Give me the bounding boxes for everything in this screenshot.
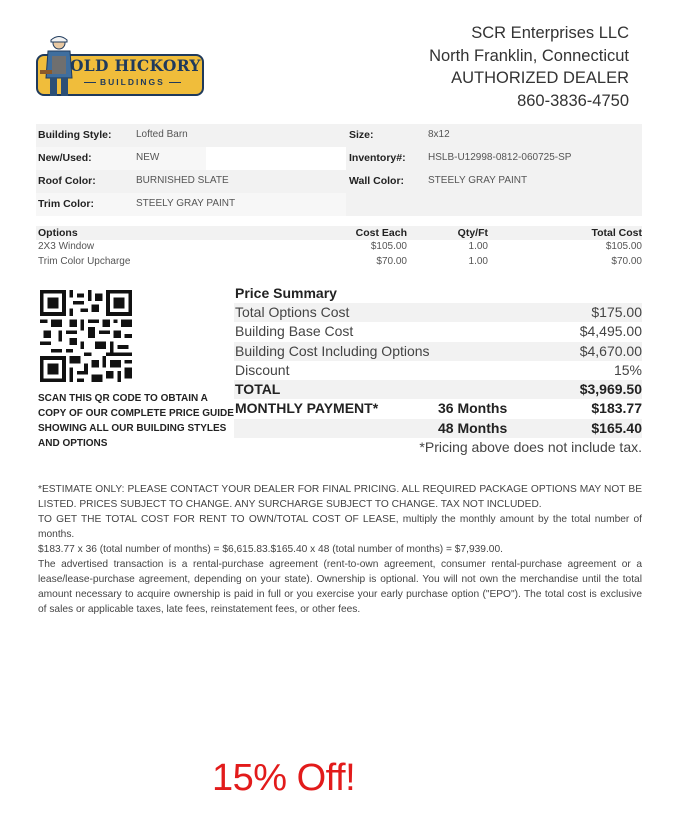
roof-color-value: BURNISHED SLATE bbox=[136, 175, 229, 186]
new-used-value: NEW bbox=[136, 152, 160, 163]
logo-title: OLD HICKORY bbox=[70, 56, 201, 75]
total-value: $3,969.50 bbox=[579, 381, 642, 398]
disclaimer-total-cost: TO GET THE TOTAL COST FOR RENT TO OWN/TOTAL COST OF LEASE, multiply the monthly amount by the total number of months. bbox=[38, 514, 642, 540]
inventory-label: Inventory#: bbox=[349, 152, 406, 164]
dealer-status: AUTHORIZED DEALER bbox=[451, 69, 629, 87]
spec-row bbox=[36, 193, 642, 216]
term-48-label: 48 Months bbox=[438, 419, 508, 436]
dealer-name: SCR Enterprises LLC bbox=[471, 24, 629, 42]
promo-text: 15% Off! bbox=[212, 757, 356, 799]
payment-36-value: $183.77 bbox=[591, 400, 642, 417]
price-row bbox=[234, 342, 642, 361]
monthly-payment-label: MONTHLY PAYMENT* bbox=[235, 400, 379, 417]
logo-subtitle bbox=[84, 77, 202, 87]
option-qty: 1.00 bbox=[468, 241, 488, 252]
price-summary-title: Price Summary bbox=[235, 285, 337, 301]
dealer-info bbox=[429, 22, 629, 112]
new-used-label: New/Used: bbox=[38, 152, 92, 164]
old-hickory-logo bbox=[36, 34, 206, 98]
option-row bbox=[36, 255, 642, 270]
building-spec-table bbox=[36, 124, 642, 216]
tax-note: *Pricing above does not include tax. bbox=[419, 439, 642, 456]
option-name: 2X3 Window bbox=[38, 241, 95, 252]
payment-48-value: $165.40 bbox=[591, 419, 642, 436]
size-label: Size: bbox=[349, 129, 374, 141]
cost-incl-options-value: $4,670.00 bbox=[579, 342, 642, 359]
option-cost-each: $70.00 bbox=[376, 256, 407, 267]
price-row bbox=[234, 380, 642, 399]
options-header: Options bbox=[38, 227, 78, 239]
building-style-value: Lofted Barn bbox=[136, 129, 188, 140]
options-table bbox=[36, 226, 642, 270]
disclaimer-rental-purchase: The advertised transaction is a rental-purchase agreement (rent-to-own agreement, consumer rental-purchase agreement or a lease/lease-purchase agreement, depending on your state). Ownership is optional. You will not own the merchandise until the total amount necessary to acquire ownership is paid in full or you exercise your early purchase option ("EPO"). The total cost is exclusive of sales or applicable taxes, late fees, reinstatement fees, or other fees. bbox=[38, 559, 642, 615]
option-name: Trim Color Upcharge bbox=[38, 256, 131, 267]
spec-row bbox=[36, 124, 642, 147]
discount-label: Discount bbox=[235, 361, 290, 378]
cost-each-header: Cost Each bbox=[355, 227, 407, 239]
roof-color-label: Roof Color: bbox=[38, 175, 96, 187]
discount-value: 15% bbox=[613, 361, 642, 378]
base-cost-label: Building Base Cost bbox=[235, 323, 354, 340]
base-cost-value: $4,495.00 bbox=[579, 323, 642, 340]
option-total: $105.00 bbox=[605, 241, 642, 252]
option-qty: 1.00 bbox=[468, 256, 488, 267]
price-row bbox=[234, 399, 642, 418]
size-value: 8x12 bbox=[428, 129, 450, 140]
term-36-label: 36 Months bbox=[438, 400, 508, 417]
trim-color-value: STEELY GRAY PAINT bbox=[136, 198, 236, 209]
disclaimer bbox=[38, 482, 642, 617]
options-header-row bbox=[36, 226, 642, 240]
price-row bbox=[234, 361, 642, 380]
price-summary bbox=[234, 284, 642, 457]
price-row bbox=[234, 303, 642, 322]
total-label: TOTAL bbox=[235, 381, 281, 398]
qr-caption: SCAN THIS QR CODE TO OBTAIN A COPY OF OUR COMPLETE PRICE GUIDE SHOWING ALL OUR BUILDING STYLES AND OPTIONS bbox=[38, 393, 234, 449]
option-cost-each: $105.00 bbox=[370, 241, 407, 252]
spec-row bbox=[36, 170, 642, 193]
total-options-value: $175.00 bbox=[591, 304, 642, 320]
disclaimer-calculation: $183.77 x 36 (total number of months) = $6,615.83.$165.40 x 48 (total number of months) = $7,939.00. bbox=[38, 544, 503, 555]
price-row bbox=[234, 419, 642, 438]
total-options-label: Total Options Cost bbox=[235, 304, 350, 320]
disclaimer-estimate: *ESTIMATE ONLY: PLEASE CONTACT YOUR DEALER FOR FINAL PRICING. ALL REQUIRED PACKAGE OPTIONS MAY NOT BE LISTED. PRICES SUBJECT TO CHANGE. ANY SURCHARGE SUBJECT TO CHANGE. TAX NOT INCLUDED. bbox=[38, 484, 642, 510]
option-total: $70.00 bbox=[611, 256, 642, 267]
qty-header: Qty/Ft bbox=[457, 227, 488, 239]
total-cost-header: Total Cost bbox=[591, 227, 642, 239]
dealer-phone: 860-3836-4750 bbox=[517, 91, 629, 110]
wall-color-label: Wall Color: bbox=[349, 175, 405, 187]
cost-incl-options-label: Building Cost Including Options bbox=[235, 342, 430, 359]
price-row bbox=[234, 322, 642, 341]
trim-color-label: Trim Color: bbox=[38, 198, 95, 210]
building-style-label: Building Style: bbox=[38, 129, 112, 141]
logo-subtitle-text: BUILDINGS bbox=[100, 77, 165, 87]
spec-row bbox=[36, 147, 642, 170]
qr-code[interactable] bbox=[40, 290, 132, 382]
wall-color-value: STEELY GRAY PAINT bbox=[428, 175, 528, 186]
dealer-location: North Franklin, Connecticut bbox=[429, 46, 629, 65]
inventory-value: HSLB-U12998-0812-060725-SP bbox=[428, 152, 572, 163]
option-row bbox=[36, 240, 642, 255]
